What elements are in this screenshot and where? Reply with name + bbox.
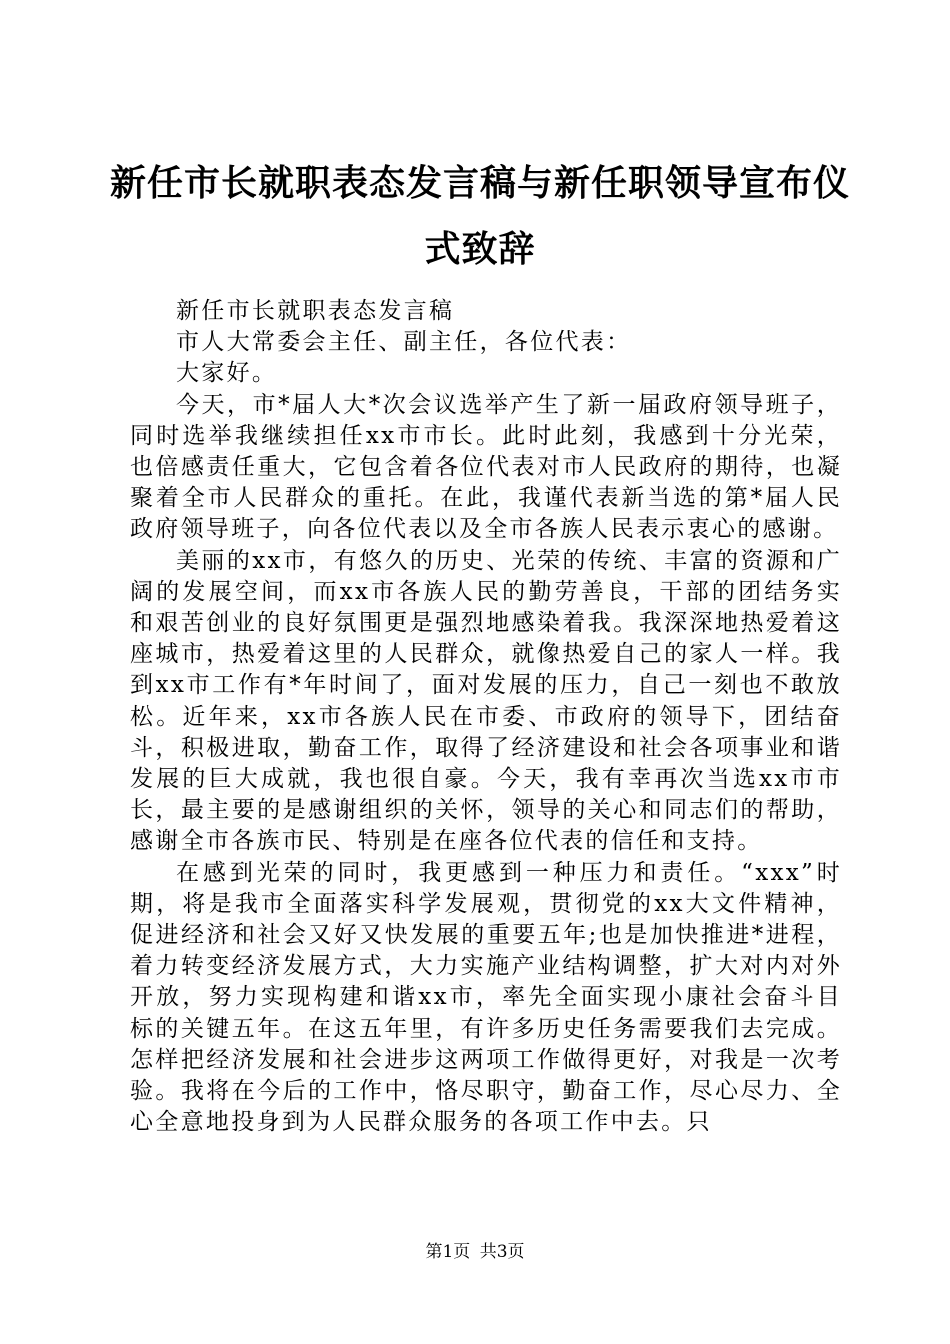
document-body [130,296,842,1138]
paragraph: 美丽的xx市，有悠久的历史、光荣的传统、丰富的资源和广阔的发展空间，而xx市各族人民的勤劳善良，干部的团结务实和艰苦创业的良好氛围更是强烈地感染着我。我深深地热爱着这座城市，热爱着这里的人民群众，就像热爱自己的家人一样。我到xx市工作有*年时间了，面对发展的压力，自己一刻也不敢放松。近年来，xx市各族人民在市委、市政府的领导下，团结奋斗，积极进取，勤奋工作，取得了经济建设和社会各项事业和谐发展的巨大成就，我也很自豪。今天，我有幸再次当选xx市市长，最主要的是感谢组织的关怀，领导的关心和同志们的帮助，感谢全市各族市民、特别是在座各位代表的信任和支持。 [130,547,842,855]
paragraph: 今天，市*届人大*次会议选举产生了新一届政府领导班子，同时选举我继续担任xx市市长。此时此刻，我感到十分光荣，也倍感责任重大，它包含着各位代表对市人民政府的期待，也凝聚着全市人民群众的重托。在此，我谨代表新当选的第*届人民政府领导班子，向各位代表以及全市各族人民表示衷心的感谢。 [130,391,842,543]
paragraph-subtitle: 新任市长就职表态发言稿 [176,298,455,324]
page-number-footer: 第1页 共3页 [425,1242,525,1262]
paragraph-salutation: 市人大常委会主任、副主任，各位代表： [176,329,632,356]
paragraph: 在感到光荣的同时，我更感到一种压力和责任。“xxx”时期，将是我市全面落实科学发展观，贯彻党的xx大文件精神，促进经济和社会又好又快发展的重要五年;也是加快推进*进程，着力转变经济发展方式，大力实施产业结构调整，扩大对内对外开放，努力实现构建和谐xx市，率先全面实现小康社会奋斗目标的关键五年。在这五年里，有许多历史任务需要我们去完成。怎样把经济发展和社会进步这两项工作做得更好，对我是一次考验。我将在今后的工作中，恪尽职守，勤奋工作，尽心尽力、全心全意地投身到为人民群众服务的各项工作中去。只 [130,859,842,1136]
paragraph-greeting: 大家好。 [176,360,278,387]
document-title: 新任市长就职表态发言稿与新任职领导宣布仪式致辞 [110,162,851,270]
